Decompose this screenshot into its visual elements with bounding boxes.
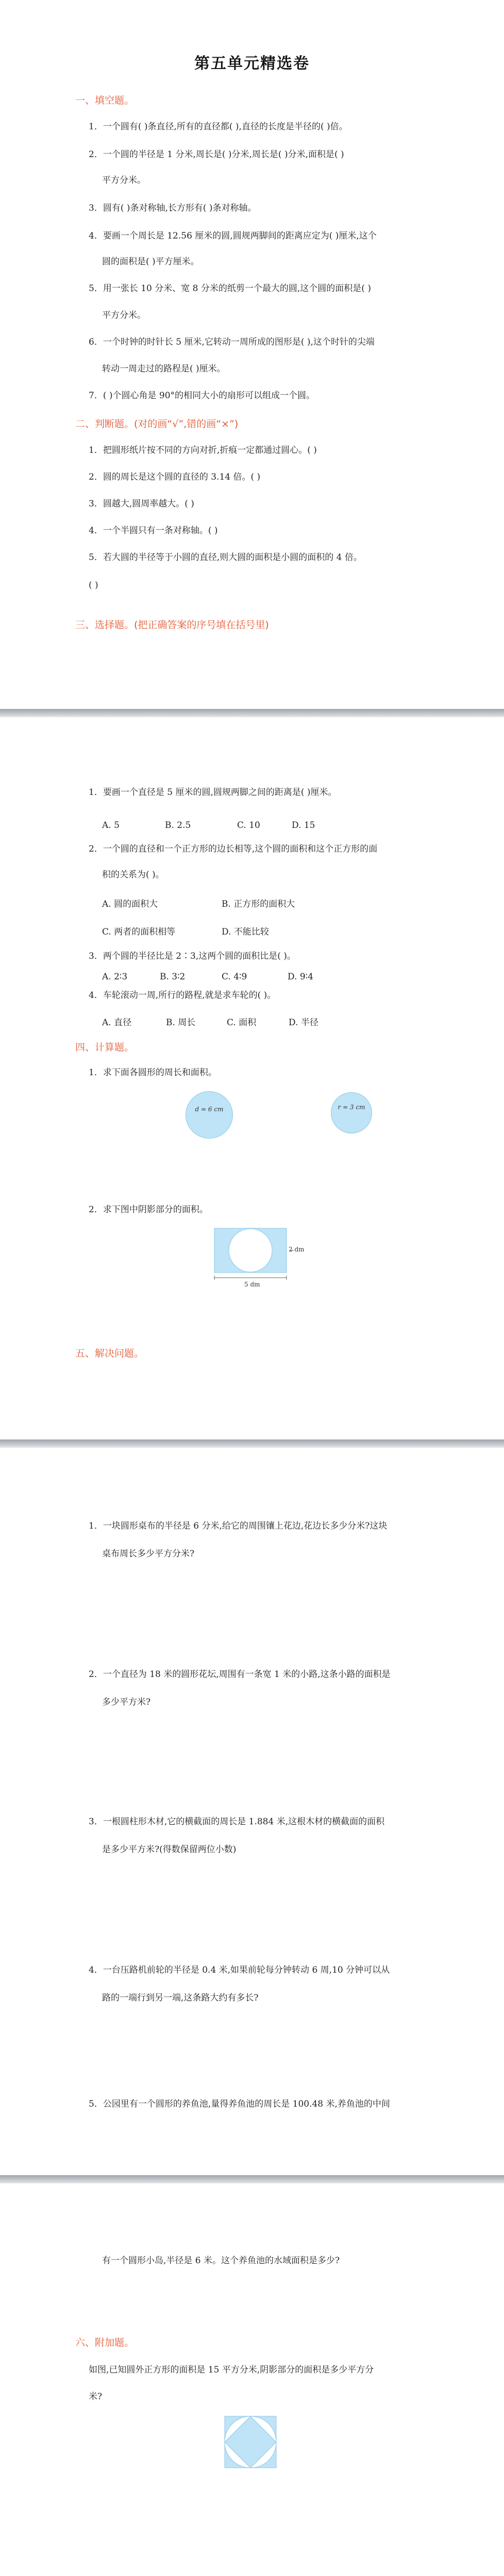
fill-question: 6．一个时钟的时针长 5 厘米,它转动一周所成的图形是( ),这个时针的尖端	[89, 337, 375, 347]
side-dimension-label: 2 dm	[289, 1246, 305, 1253]
choice-option: D. 不能比较	[222, 927, 269, 937]
section-choice-heading: 三、选择题。(把正确答案的序号填在括号里)	[75, 619, 269, 631]
square-circle-figure	[223, 2414, 279, 2471]
page-title: 第五单元精选卷	[194, 55, 310, 73]
choice-option: B. 正方形的面积大	[222, 899, 295, 909]
circle-radius-label: r = 3 cm	[338, 1104, 365, 1111]
fill-question: 3．圆有( )条对称轴,长方形有( )条对称轴。	[89, 203, 257, 213]
choice-option: B. 2.5	[165, 820, 191, 831]
bottom-dimension-label: 5 dm	[244, 1281, 260, 1288]
choice-question: 4．车轮滚动一周,所行的路程,就是求车轮的( )。	[89, 990, 276, 1001]
choice-option: C. 面积	[227, 1018, 257, 1028]
solve-question: 2．一个直径为 18 米的圆形花坛,周围有一条宽 1 米的小路,这条小路的面积是	[89, 1669, 391, 1680]
calc-question: 1．求下面各圆形的周长和面积。	[89, 1067, 217, 1078]
section-fill-heading: 一、填空题。	[75, 95, 135, 106]
page-divider	[0, 1439, 504, 1448]
solve-question: 3．一根圆柱形木材,它的横截面的周长是 1.884 米,这根木材的横截面的面积	[89, 1817, 385, 1827]
section-calc-heading: 四、计算题。	[75, 1042, 135, 1053]
fill-question: 7．( )个圆心角是 90°的相同大小的扇形可以组成一个圆。	[89, 391, 315, 401]
fill-question: 4．要画一个周长是 12.56 厘米的圆,圆规两脚间的距离应定为( )厘米,这个	[89, 231, 377, 241]
fill-question: 转动一周走过的路程是( )厘米。	[102, 364, 226, 374]
judge-question: 1．把圆形纸片按不同的方向对折,折痕一定都通过圆心。( )	[89, 445, 317, 455]
circle-figure-1	[186, 1091, 233, 1139]
solve-question: 多少平方米?	[102, 1697, 151, 1707]
choice-option: D. 15	[292, 820, 315, 831]
section-solve-heading: 五、解决问题。	[75, 1348, 144, 1359]
circle-figure-2	[331, 1092, 372, 1133]
judge-question: 2．圆的周长是这个圆的直径的 3.14 倍。( )	[89, 472, 261, 482]
fill-question: 5．用一张长 10 分米、宽 8 分米的纸剪一个最大的圆,这个圆的面积是( )	[89, 283, 371, 294]
solve-question: 路的一端行到另一端,这条路大约有多长?	[102, 1993, 259, 2003]
choice-option: A. 直径	[102, 1018, 132, 1028]
solve-question: 是多少平方米?(得数保留两位小数)	[102, 1844, 237, 1855]
choice-option: A. 2∶3	[102, 972, 128, 982]
choice-option: B. 3∶2	[160, 972, 186, 982]
section-judge-heading: 二、判断题。(对的画“√”,错的画“×”)	[75, 418, 239, 430]
choice-option: B. 周长	[166, 1018, 196, 1028]
circle-diameter-label: d = 6 cm	[195, 1106, 224, 1113]
choice-question: 2．一个圆的直径和一个正方形的边长相等,这个圆的面积和这个正方形的面	[89, 844, 378, 854]
solve-question: 4．一台压路机前轮的半径是 0.4 米,如果前轮每分钟转动 6 周,10 分钟可以从	[89, 1965, 390, 1975]
calc-question: 2．求下图中阴影部分的面积。	[89, 1205, 208, 1215]
choice-question: 1．要画一个直径是 5 厘米的圆,圆规两脚之间的距离是( )厘米。	[89, 787, 337, 798]
fill-question: 圆的面积是( )平方厘米。	[102, 257, 199, 267]
choice-option: C. 10	[237, 820, 260, 831]
solve-question: 桌布周长多少平方分米?	[102, 1549, 195, 1559]
choice-option: C. 4∶9	[222, 972, 247, 982]
choice-option: C. 两者的面积相等	[102, 927, 176, 937]
choice-option: D. 半径	[289, 1018, 318, 1028]
solve-question: 有一个圆形小岛,半径是 6 米。这个养鱼池的水域面积是多少?	[102, 2256, 340, 2266]
judge-question: 5．若大圆的半径等于小圆的直径,则大圆的面积是小圆的面积的 4 倍。	[89, 552, 362, 563]
choice-option: D. 9∶4	[288, 972, 313, 982]
judge-question: 3．圆越大,圆周率越大。( )	[89, 499, 194, 509]
shaded-rectangle-figure	[206, 1226, 309, 1288]
solve-question: 5．公园里有一个圆形的养鱼池,量得养鱼池的周长是 100.48 米,养鱼池的中间	[89, 2099, 390, 2109]
page-divider	[0, 2175, 504, 2183]
extra-question: 米?	[89, 2392, 103, 2402]
judge-question: ( )	[89, 580, 98, 590]
solve-question: 1．一块圆形桌布的半径是 6 分米,给它的周围镶上花边,花边长多少分米?这块	[89, 1521, 388, 1531]
fill-question: 平方分米。	[102, 175, 146, 185]
judge-question: 4．一个半圆只有一条对称轴。( )	[89, 526, 218, 536]
choice-option: A. 圆的面积大	[102, 899, 158, 909]
fill-question: 1．一个圆有( )条直径,所有的直径都( ),直径的长度是半径的( )倍。	[89, 122, 348, 132]
choice-question: 积的关系为( )。	[102, 870, 164, 880]
choice-question: 3．两个圆的半径比是 2∶3,这两个圆的面积比是( )。	[89, 951, 296, 961]
fill-question: 平方分米。	[102, 310, 146, 320]
page-divider	[0, 709, 504, 717]
choice-option: A. 5	[102, 820, 120, 831]
fill-question: 2．一个圆的半径是 1 分米,周长是( )分米,周长是( )分米,面积是( )	[89, 149, 344, 160]
extra-question: 如图,已知圆外正方形的面积是 15 平方分米,阴影部分的面积是多少平方分	[89, 2365, 374, 2375]
section-extra-heading: 六、附加题。	[75, 2337, 135, 2348]
